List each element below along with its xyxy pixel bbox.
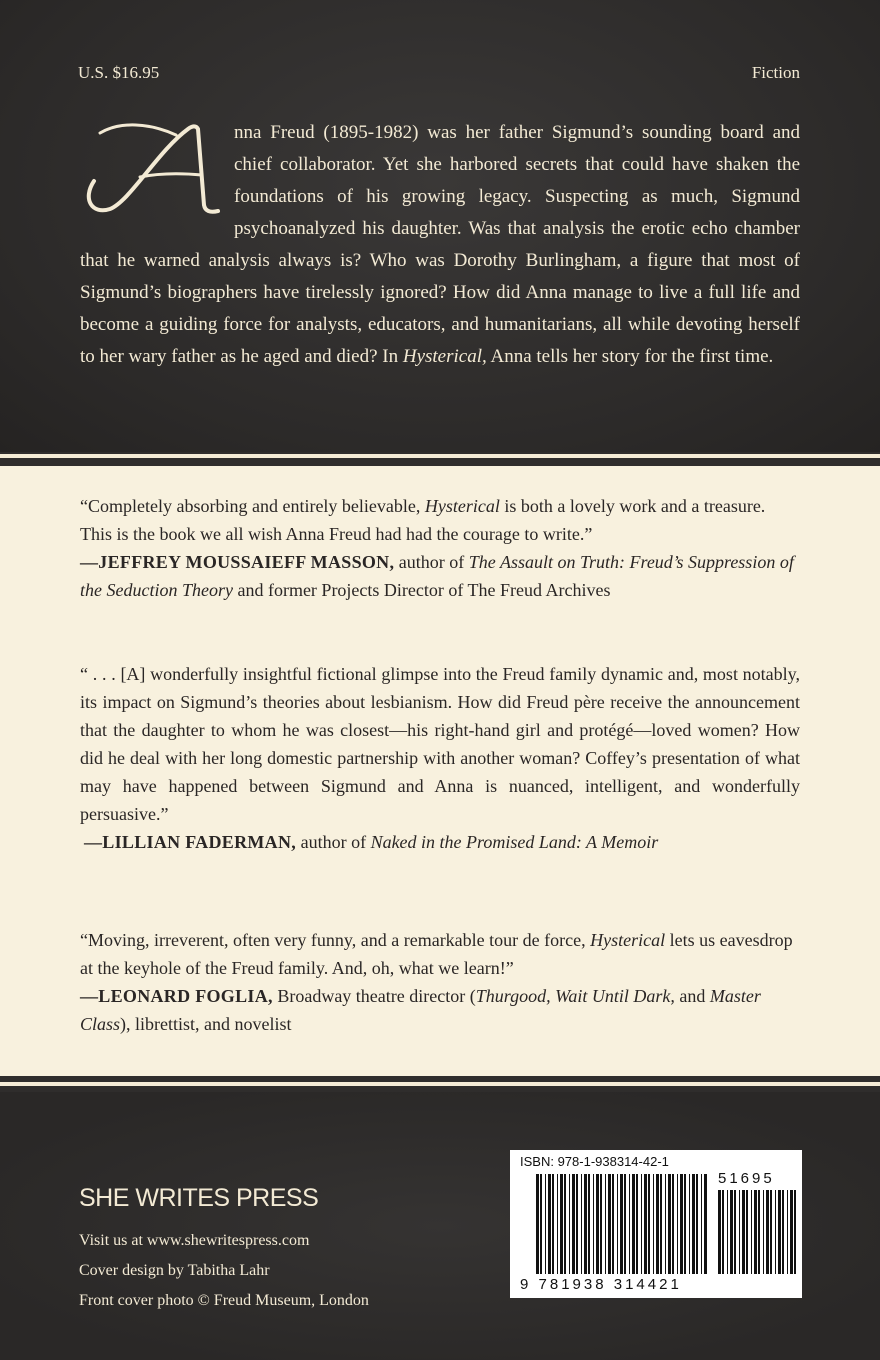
- barcode-bar: [692, 1174, 695, 1274]
- quote-text: “Moving, irreverent, often very funny, and a remarkable tour de force, Hysterical lets us eavesdrop at the keyhole of the Freud family. And, oh, what we learn!”: [80, 930, 793, 978]
- barcode-bar: [576, 1174, 578, 1274]
- barcode-bar: [588, 1174, 590, 1274]
- website-line: Visit us at www.shewritespress.com: [79, 1232, 310, 1249]
- barcode-bar: [608, 1174, 611, 1274]
- barcode-bar: [704, 1174, 707, 1274]
- barcode-bar: [770, 1190, 772, 1274]
- barcode-bar: [656, 1174, 659, 1274]
- barcode-bar: [593, 1174, 594, 1274]
- barcode-bar: [775, 1190, 776, 1274]
- barcode-bar: [612, 1174, 614, 1274]
- quote-attribution: —LILLIAN FADERMAN, author of Naked in the Promised Land: A Memoir: [84, 832, 659, 852]
- barcode-bar: [629, 1174, 630, 1274]
- barcode-bar: [754, 1190, 757, 1274]
- isbn-barcode: [510, 1150, 802, 1298]
- barcode-bar: [624, 1174, 626, 1274]
- barcode-bar: [545, 1174, 546, 1274]
- barcode-bar: [584, 1174, 587, 1274]
- barcode-bar: [536, 1174, 539, 1274]
- barcode-bar: [648, 1174, 650, 1274]
- barcode-bar: [552, 1174, 554, 1274]
- barcode-bar: [548, 1174, 551, 1274]
- barcode-bar: [766, 1190, 769, 1274]
- barcode-bar: [680, 1174, 683, 1274]
- price-code-digits: 51695: [718, 1170, 775, 1187]
- barcode-bar: [600, 1174, 602, 1274]
- barcode-bar: [787, 1190, 788, 1274]
- barcode-bar: [560, 1174, 563, 1274]
- barcode-bar: [677, 1174, 678, 1274]
- review-quote-faderman: [80, 660, 800, 856]
- barcode-bar: [742, 1190, 745, 1274]
- barcode-bar: [734, 1190, 736, 1274]
- blurb-title-italic: Hysterical,: [402, 346, 487, 367]
- barcode-bar: [557, 1174, 558, 1274]
- genre-label: Fiction: [751, 63, 800, 82]
- barcode-bar: [660, 1174, 662, 1274]
- blurb-text-main: nna Freud (1895-1982) was her father Sigmund’s sounding board and chief collaborator. Yet she harbored secrets that could have shaken the foundations of his growing legacy. Suspecting as much, Sigmund psychoanalyzed his daughter. Was that analysis the erotic echo chamber that he warned analysis always is? Who was Dorothy Burlingham, a figure that most of Sigmund’s biographers have tirelessly ignored? How did Anna manage to live a full life and become a guiding force for analysts, educators, and humanitarians, all while devoting herself to her wary father as he aged and died? In: [80, 122, 800, 367]
- barcode-bar: [540, 1174, 542, 1274]
- review-quote-foglia: [80, 926, 800, 1038]
- barcode-bar: [790, 1190, 793, 1274]
- barcode-bar: [668, 1174, 671, 1274]
- barcode-bar: [569, 1174, 570, 1274]
- barcode-bar: [730, 1190, 733, 1274]
- barcode-bar: [701, 1174, 702, 1274]
- blurb-text-end: Anna tells her story for the first time.: [486, 346, 774, 367]
- barcode-bar: [644, 1174, 647, 1274]
- publisher-credits: [79, 1226, 369, 1316]
- barcode-bar: [727, 1190, 728, 1274]
- drop-cap-a: [80, 121, 230, 217]
- barcode-bar: [653, 1174, 654, 1274]
- barcode-bar: [672, 1174, 674, 1274]
- price-label: U.S. $16.95: [78, 63, 160, 82]
- isbn-number: ISBN: 978-1-938314-42-1: [520, 1154, 669, 1169]
- barcode-bar: [739, 1190, 740, 1274]
- barcode-bar: [564, 1174, 566, 1274]
- divider-rule-top: [0, 454, 880, 458]
- review-quote-masson: [80, 492, 800, 604]
- quote-text: “ . . . [A] wonderfully insightful fictional glimpse into the Freud family dynamic and, most notably, its impact on Sigmund’s theories about lesbianism. How did Freud père receive the announcement that the daughter to whom he was closest—his right-hand girl and protégé—loved women? How did he deal with her long domestic partnership with another woman? Coffey’s presentation of what may have happened between Sigmund and Anna is nuanced, intelligent, and wonderfully persuasive.”: [80, 664, 800, 824]
- barcode-bar: [605, 1174, 606, 1274]
- quote-attribution: —JEFFREY MOUSSAIEFF MASSON, author of The Assault on Truth: Freud’s Suppression of the Seduction Theory and former Projects Director of The Freud Archives: [80, 552, 794, 600]
- barcode-bar: [696, 1174, 698, 1274]
- barcode-bar: [758, 1190, 760, 1274]
- barcode-bar: [689, 1174, 690, 1274]
- barcode-bar: [632, 1174, 635, 1274]
- barcode-bar: [636, 1174, 638, 1274]
- cover-design-credit: Cover design by Tabitha Lahr: [79, 1262, 270, 1279]
- barcode-bar: [684, 1174, 686, 1274]
- photo-credit: Front cover photo © Freud Museum, London: [79, 1292, 369, 1309]
- barcode-bar: [751, 1190, 752, 1274]
- publisher-name: SHE WRITES PRESS: [79, 1184, 319, 1212]
- barcode-digits: 9 781938 314421: [520, 1276, 682, 1293]
- barcode-bar: [596, 1174, 599, 1274]
- barcode-bar: [665, 1174, 666, 1274]
- barcode-bar: [778, 1190, 781, 1274]
- barcode-bar: [746, 1190, 748, 1274]
- barcode-bar: [581, 1174, 582, 1274]
- divider-rule-bottom: [0, 1082, 880, 1086]
- barcode-bar: [782, 1190, 784, 1274]
- book-blurb: [80, 117, 800, 373]
- barcode-bar: [718, 1190, 721, 1274]
- quote-text: “Completely absorbing and entirely believable, Hysterical is both a lovely work and a treasure. This is the book we all wish Anna Freud had had the courage to write.”: [80, 496, 766, 544]
- barcode-bar: [763, 1190, 764, 1274]
- barcode-bar: [722, 1190, 724, 1274]
- barcode-bar: [620, 1174, 623, 1274]
- barcode-bar: [572, 1174, 575, 1274]
- quote-attribution: —LEONARD FOGLIA, Broadway theatre director (Thurgood, Wait Until Dark, and Master Class), librettist, and novelist: [80, 986, 761, 1034]
- barcode-bar: [641, 1174, 642, 1274]
- barcode-bar: [794, 1190, 796, 1274]
- barcode-bar: [617, 1174, 618, 1274]
